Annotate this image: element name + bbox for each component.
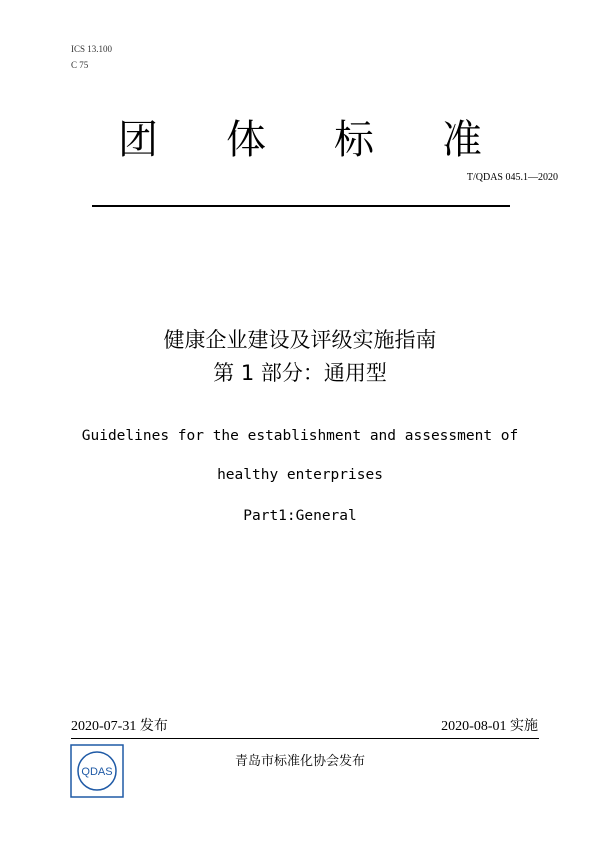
footer-divider [71,738,539,739]
ccs-code: C 75 [71,60,89,70]
title-char-4: 准 [442,117,482,163]
title-char-1: 团 [118,117,158,163]
standard-number: T/QDAS 045.1—2020 [466,172,558,183]
publisher: 青岛市标准化协会发布 [234,754,365,769]
title-char-2: 体 [226,117,266,163]
ics-code: ICS 13.100 [71,44,113,54]
header-divider [92,205,510,207]
english-title-line-1: Guidelines for the establishment and assessment of [81,428,519,444]
chinese-title-line-1: 健康企业建设及评级实施指南 [163,328,437,352]
english-title-line-2: healthy enterprises [217,467,383,483]
title-char-3: 标 [334,117,374,163]
implement-date: 2020-08-01 实施 [441,719,538,734]
english-title-line-3: Part1:General [243,508,357,524]
publish-date: 2020-07-31 发布 [71,719,168,734]
document-category-title [0,112,600,168]
logo-text: QDAS [81,766,113,778]
chinese-title-line-2: 第 1 部分：通用型 [213,361,387,385]
